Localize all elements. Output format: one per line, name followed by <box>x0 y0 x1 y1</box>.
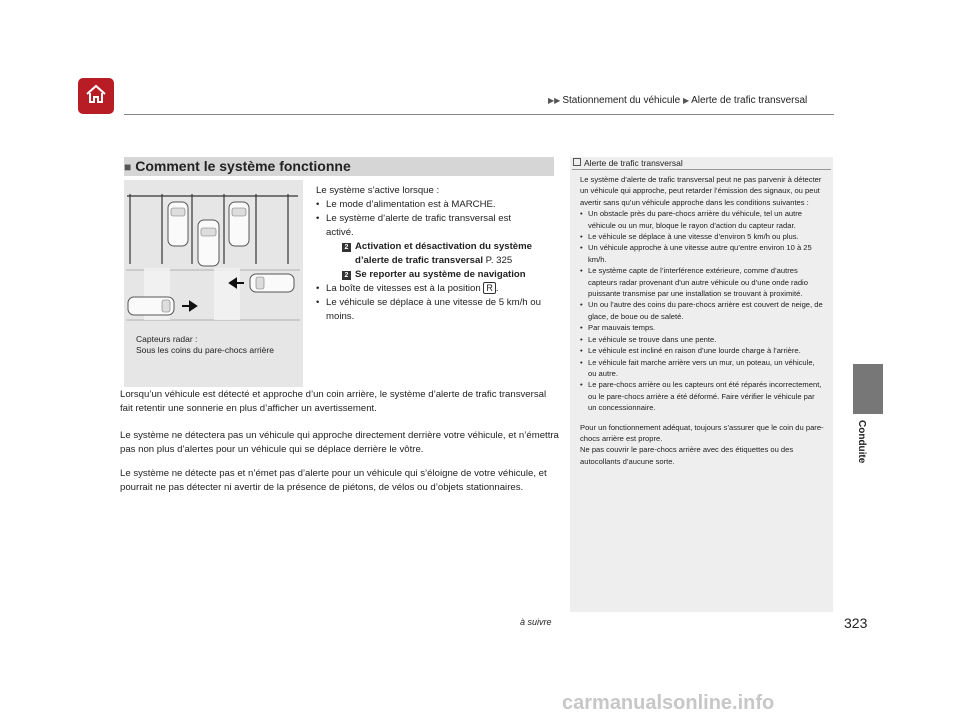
header-divider <box>124 114 834 115</box>
condition-item: • Le véhicule se déplace à une vitesse de 5 km/h ou <box>316 297 541 308</box>
side-note-item: • Le véhicule se déplace à une vitesse d’environ 5 km/h ou plus. <box>580 232 799 242</box>
reference-arrow-icon: 2 <box>342 243 351 252</box>
body-paragraph: Le système ne détectera pas un véhicule qui approche directement derrière votre véhicule, et n’émettra pas non plus d’alertes pour un véhicule qui se déplace derrière le vôtre. <box>120 430 559 455</box>
condition-item-cont: moins. <box>326 311 355 322</box>
side-note-footer: Pour un fonctionnement adéquat, toujours s’assurer que le coin du pare-chocs arrière est propre. <box>580 422 824 443</box>
home-button[interactable] <box>78 78 114 114</box>
chapter-tab[interactable] <box>853 364 883 414</box>
breadcrumb-item-parking[interactable]: Stationnement du véhicule <box>562 95 681 106</box>
side-note-item: • Le véhicule est incliné en raison d’une lourde charge à l’arrière. <box>580 346 801 356</box>
gear-r-indicator: R <box>483 282 496 294</box>
condition-item: • Le système d’alerte de trafic transversal est <box>316 213 512 224</box>
home-icon <box>84 82 108 111</box>
side-note-item: • Le véhicule se trouve dans une pente. <box>580 334 717 344</box>
side-note-body <box>580 174 825 467</box>
side-note-item: • Le pare-chocs arrière ou les capteurs ont été réparés incorrectement, ou le pare-chocs arrière a été déformé. Faire vérifier le véhicule par un concessionnaire. <box>580 380 822 413</box>
side-note-intro: Le système d’alerte de trafic transversal peut ne pas parvenir à détecter un véhicule qui approche, peut retarder l’émission des signaux, ou peut avertir sans qu’un véhicule approche dans les conditions suivantes : <box>580 175 822 207</box>
side-note-divider <box>572 169 831 170</box>
continued-label: à suivre <box>520 617 552 627</box>
condition-item: • Le mode d’alimentation est à MARCHE. <box>316 199 496 210</box>
section-square-icon: ■ <box>124 160 132 174</box>
chapter-tab-label: Conduite <box>856 420 867 464</box>
section-title: ■ Comment le système fonctionne <box>124 158 351 174</box>
condition-item: • La boîte de vitesses est à la position R . <box>316 283 499 294</box>
cross-reference-link-cont[interactable]: d’alerte de trafic transversal P. 325 <box>355 255 513 266</box>
activation-conditions <box>316 184 556 324</box>
side-note-title: Alerte de trafic transversal <box>573 158 683 168</box>
side-note-item: • Le véhicule fait marche arrière vers un mur, un poteau, un véhicule, ou autre. <box>580 357 815 378</box>
caption-line: Capteurs radar : <box>136 334 198 344</box>
side-note-footer: Ne pas couvrir le pare-chocs arrière avec des étiquettes ou des autocollants d’aucune sorte. <box>580 445 794 466</box>
side-note-item: • Un obstacle près du pare-chocs arrière du véhicule, tel un autre véhicule ou un mur, bloque le rayon d’action du capteur radar. <box>580 209 803 230</box>
side-note-item: • Un véhicule approche à une vitesse autre qu’entre environ 10 à 25 km/h. <box>580 243 812 264</box>
page-number: 323 <box>844 615 868 631</box>
note-square-icon <box>573 158 581 166</box>
breadcrumb-arrow-icon: ▶ <box>682 96 690 105</box>
figure-caption <box>136 334 274 356</box>
cross-reference-link[interactable]: 2 Se reporter au système de navigation <box>316 268 556 282</box>
side-note-item: • Un ou l’autre des coins du pare-chocs arrière est couvert de neige, de glace, de boue ou de saleté. <box>580 300 823 321</box>
cross-reference-link[interactable]: 2 Activation et désactivation du système <box>316 240 556 254</box>
caption-line: Sous les coins du pare-chocs arrière <box>136 345 274 355</box>
breadcrumb <box>548 95 807 106</box>
breadcrumb-arrow-icon: ▶▶ <box>548 96 561 105</box>
condition-item-cont: activé. <box>326 227 354 238</box>
body-paragraph: Le système ne détecte pas et n’émet pas d’alerte pour un véhicule qui s’éloigne de votre véhicule, et pourrait ne pas détecter ni avertir de la présence de piétons, de vélos ou d’objets stationnaires. <box>120 468 547 493</box>
reference-page: P. 325 <box>485 255 513 266</box>
conditions-intro: Le système s’active lorsque : <box>316 185 440 196</box>
reference-arrow-icon: 2 <box>342 271 351 280</box>
side-note-item: • Par mauvais temps. <box>580 323 656 333</box>
body-paragraph: Lorsqu’un véhicule est détecté et approche d’un coin arrière, le système d’alerte de trafic transversal fait retentir une sonnerie en plus d’afficher un avertissement. <box>120 389 547 414</box>
watermark: carmanualsonline.info <box>562 692 775 714</box>
side-note-item: • Le système capte de l’interférence extérieure, comme d’autres capteurs radar provenant d’un autre véhicule ou d’une onde radio puissante transmise par une installation se trouvant à proximité. <box>580 266 808 299</box>
breadcrumb-item-cross-traffic[interactable]: Alerte de trafic transversal <box>691 95 808 106</box>
